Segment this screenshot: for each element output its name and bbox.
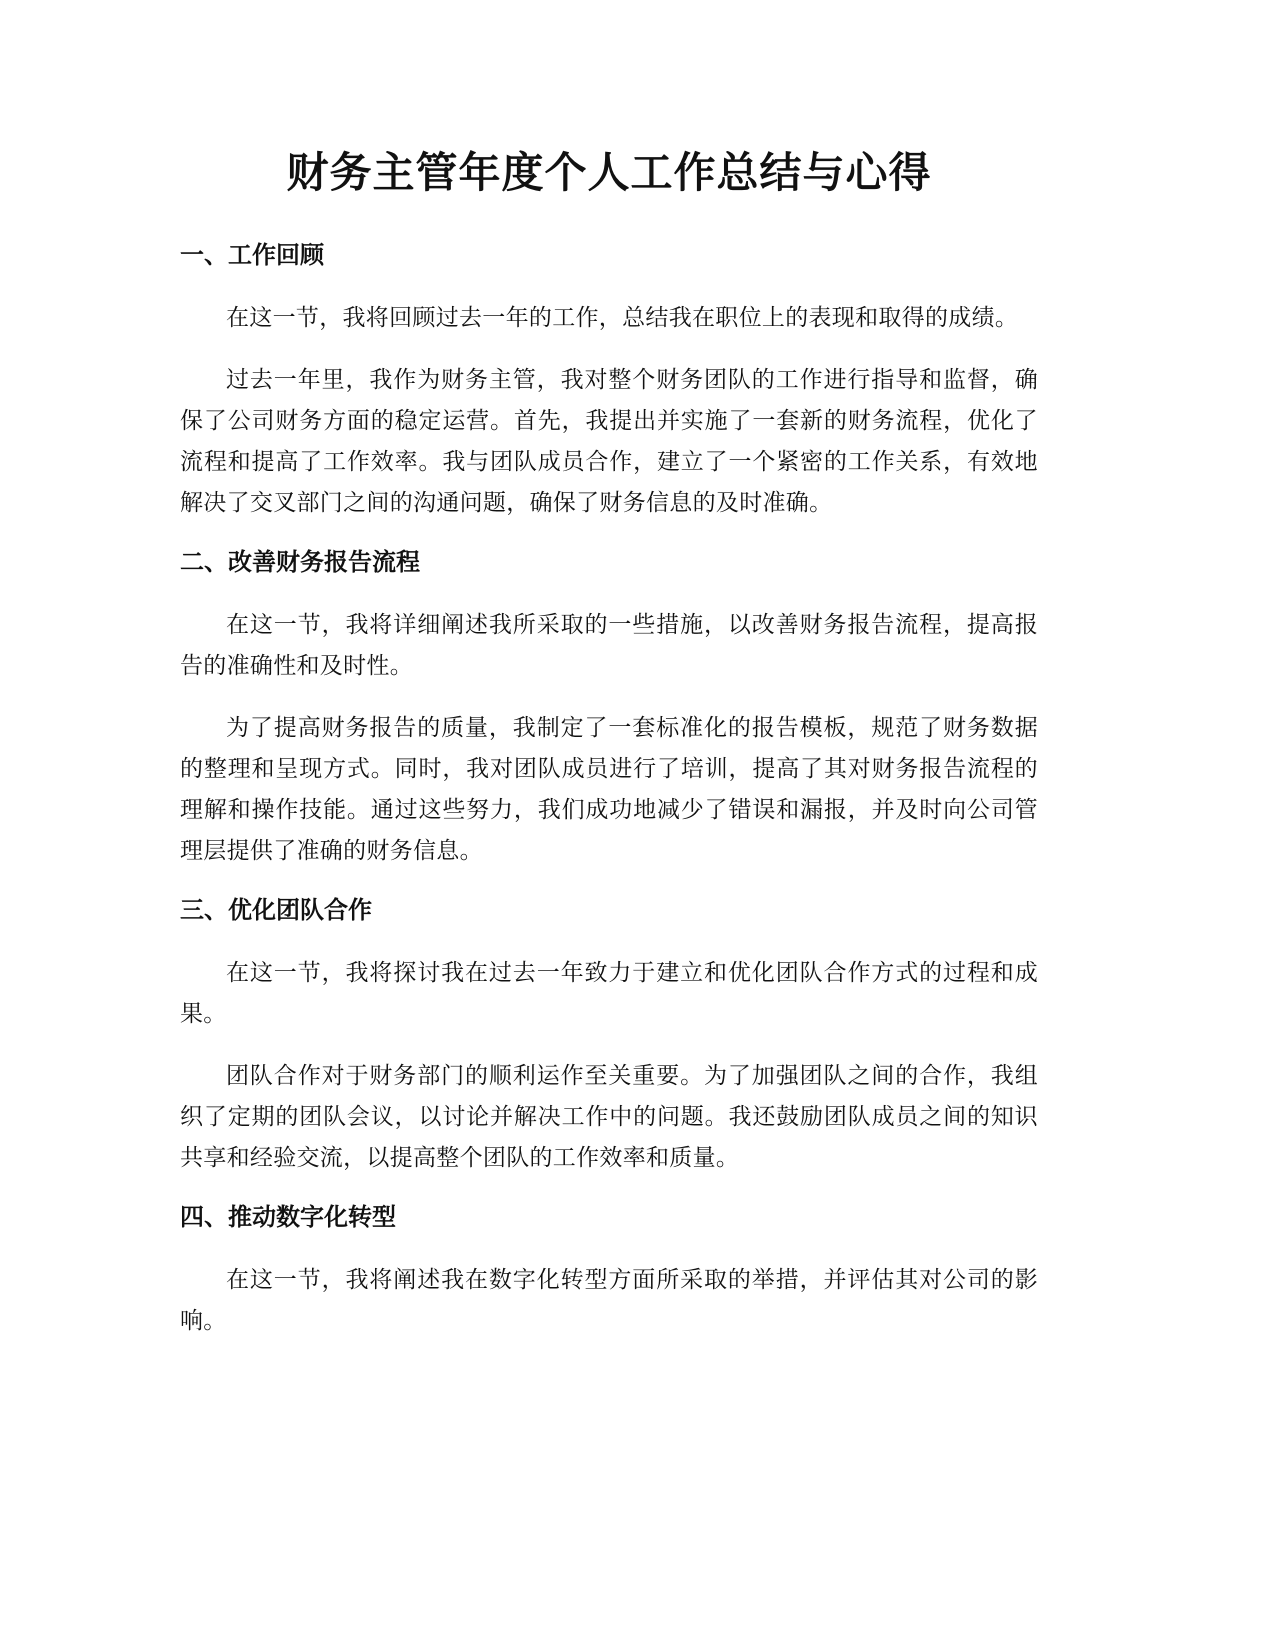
section-paragraph: 在这一节，我将阐述我在数字化转型方面所采取的举措，并评估其对公司的影响。 xyxy=(180,1267,1038,1334)
section-paragraph: 为了提高财务报告的质量，我制定了一套标准化的报告模板，规范了财务数据的整理和呈现方式。同时，我对团队成员进行了培训，提高了其对财务报告流程的理解和操作技能。通过这些努力，我们成功地减少了错误和漏报，并及时向公司管理层提供了准确的财务信息。 xyxy=(180,715,1038,864)
section-heading-digital-transformation: 四、推动数字化转型 xyxy=(180,1203,396,1231)
section-heading-team-cooperation: 三、优化团队合作 xyxy=(180,896,372,924)
section-paragraph: 在这一节，我将回顾过去一年的工作，总结我在职位上的表现和取得的成绩。 xyxy=(226,305,1019,331)
document-body xyxy=(180,143,1038,1342)
section-paragraph: 团队合作对于财务部门的顺利运作至关重要。为了加强团队之间的合作，我组织了定期的团队会议，以讨论并解决工作中的问题。我还鼓励团队成员之间的知识共享和经验交流，以提高整个团队的工作效率和质量。 xyxy=(180,1063,1038,1171)
section-paragraph: 过去一年里，我作为财务主管，我对整个财务团队的工作进行指导和监督，确保了公司财务方面的稳定运营。首先，我提出并实施了一套新的财务流程，优化了流程和提高了工作效率。我与团队成员合作，建立了一个紧密的工作关系，有效地解决了交叉部门之间的沟通问题，确保了财务信息的及时准确。 xyxy=(180,367,1038,516)
section-heading-work-review: 一、工作回顾 xyxy=(180,241,324,269)
section-paragraph: 在这一节，我将探讨我在过去一年致力于建立和优化团队合作方式的过程和成果。 xyxy=(180,960,1038,1027)
document-title: 财务主管年度个人工作总结与心得 xyxy=(286,148,932,197)
section-heading-financial-reporting: 二、改善财务报告流程 xyxy=(180,548,420,576)
section-paragraph: 在这一节，我将详细阐述我所采取的一些措施，以改善财务报告流程，提高报告的准确性和及时性。 xyxy=(180,612,1038,679)
